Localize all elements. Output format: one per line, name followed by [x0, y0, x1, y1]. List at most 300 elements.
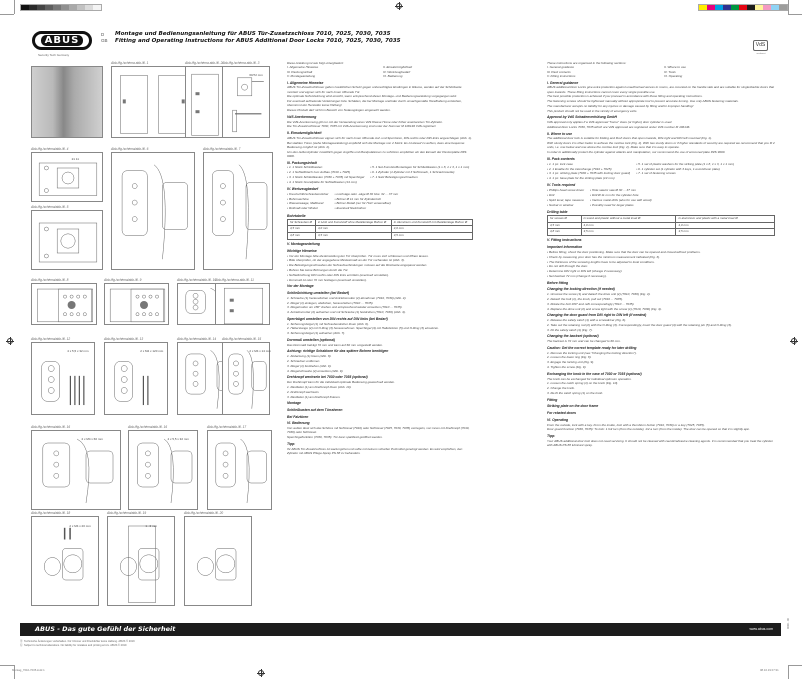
table-cell: 4,8 mm [548, 229, 582, 236]
list-item: • Wasserwaage, Maßband [287, 201, 329, 205]
section-heading: Caution: Get the correct template ready for later drilling [547, 345, 637, 350]
step-item: 2. Schrauben entfernen. [287, 359, 321, 364]
table-cell: 3,5 mm [581, 229, 676, 236]
toc-item: V. Fitting instructions [547, 73, 576, 78]
step-item: 3. Engage the locking unit (Fig. 9). [547, 360, 595, 365]
header-cell: für Schrauben Ø [288, 219, 316, 226]
list-item: • 1. 1 Stück Schloßkasten [287, 165, 364, 169]
toc-item: IV. Tools [664, 69, 676, 74]
step-item: 3. Fit the safety catch (1) (Fig. 7). [547, 327, 593, 332]
figure-caption: Abb./fig./schéma/abb./ill. 4 [31, 147, 69, 151]
crop-mark [14, 0, 15, 14]
table-cell: 4,0 mm [315, 226, 391, 233]
gray-swatch [85, 5, 93, 10]
figure-image-screws2 [104, 342, 168, 415]
step-item: 2. Take out the retaining rod (2) with the O-Ring (3). Correspondingly, insert the door guard (4) with the retaining pin (5) and O-Ring (3). [547, 322, 732, 327]
bullet-item: • Bohren Sie keine Bohrungen durch die Tür. [287, 268, 473, 272]
section-heading: IV. Tools required [547, 183, 576, 188]
step-item: 2. Change the knob. [547, 386, 575, 391]
color-swatch [779, 5, 787, 10]
figure-caption: Abb./fig./schéma/abb./ill. 16 [31, 425, 71, 429]
paragraph: The backset is 72 mm and can be changed to 60 mm. [547, 339, 621, 344]
item-list-right [370, 165, 469, 185]
crop-mark [788, 665, 789, 679]
registration-mark [396, 3, 402, 9]
step-item: 1. Schraube (1) herausdrehen und Antriebsmutter (2) abnehmen (7010, 7030) (Abb. 4). [287, 295, 407, 300]
subsection-heading: For rebated doors [547, 411, 577, 415]
step-item: 1. Release the safety catch (1) with a screwdriver (Fig. 6). [547, 318, 627, 323]
list-item: • Drill [547, 193, 584, 197]
paragraph: With sturdy doors it is often better to achieve the mortise lock (Fig. 2). With two sturdy doors or if higher standards of security are required we recommend that you fit 2 units, i.e. one below and one above the mortise lock (Fig. 2). Make sure that it is easy to operate. [547, 141, 775, 150]
list-item: • Various metal drills (also for use with wood) [590, 198, 652, 202]
table-cell: 3,5 mm [391, 232, 472, 239]
section-heading: Tipp: [547, 434, 556, 438]
figure-image-guard [222, 342, 270, 415]
vds-badge-sub: anerkannt [756, 53, 766, 55]
gray-swatch [93, 5, 101, 10]
header-cell: in Holz und Kunststoff ohne Metalleinlage Bohrer Ø [315, 219, 391, 226]
section-heading: Drehknopf wechseln bei 7030 oder 7035 (optional) [287, 375, 368, 380]
section-heading: IV. Werkzeugbedarf [287, 187, 319, 192]
gray-swatch [53, 5, 61, 10]
drill-table-title: Bohrtabelle [287, 213, 306, 218]
bullet-list [547, 250, 775, 278]
figure-caption: Abb./fig./schéma/abb./ill. 9 [104, 278, 142, 282]
figure-label: 21 11 [71, 157, 79, 161]
color-swatch [723, 5, 731, 10]
brand-name: ABUS [41, 35, 84, 46]
subsection-heading: Schließrichtung umstellen (bei Bedarf) [287, 290, 350, 295]
section-heading: Exchanging the knob in the case of 7030 or 7035 (optional) [547, 371, 642, 376]
toc-item: V. Montageanleitung [287, 73, 316, 78]
table-row [288, 232, 473, 239]
step-item: 3. Sicherungsbügel (1) aufsetzen (Abb. 7). [287, 331, 346, 336]
step-item: 3. Re-fit the catch spring (1) on the knob. [547, 390, 604, 395]
bullet-item: • The thickness of the screwing lengths have to be adjusted to local conditions. [547, 260, 775, 264]
drill-table [287, 219, 473, 240]
paragraph: Door guard function (7030, 7035): To lock: 1 full turn (from the outside), 1/2 a turn (from the inside). The door can be opened so that it is slightly ajar. [547, 427, 750, 432]
figure-image-cylinder [31, 516, 99, 606]
figure-image-cylinder2 [107, 516, 175, 606]
abus-logo [32, 31, 92, 50]
figure-image-plate [104, 283, 169, 325]
toc-left [547, 65, 658, 78]
step-item: 4. Antriebsmutter (2) aufsetzen und mit Schraube (1) festdrehen (7010, 7030) (Abb. 4). [287, 310, 406, 315]
figure-image-door [185, 66, 223, 138]
table-row [548, 229, 775, 236]
toc-item: VI. Operating [664, 73, 683, 78]
color-swatch [755, 5, 763, 10]
figure-label: 2 x M4 x 120 mm [140, 348, 164, 353]
figure-image-guard4 [128, 430, 198, 510]
item-list-left [547, 161, 630, 181]
section-heading: Achtung: richtige Schablone für das spätere Bohren benötigen [287, 349, 389, 354]
figure-image-doors [111, 66, 194, 138]
item-list-right [590, 188, 652, 208]
bullet-item: • Set backset 72 mm (change if necessary). [547, 274, 775, 278]
list-item: • Bohrer Metall (nur für Holz verwendbar) [335, 201, 399, 205]
figure-caption: Abb./fig./schéma abb./ill. 3 [222, 61, 260, 65]
figure-caption: Abb./fig./schéma/abb./ill. 6 [111, 147, 149, 151]
crop-mark [0, 665, 14, 666]
item-columns [287, 165, 473, 185]
paragraph: VdS approval only applies if a VdS approved "home" class (or higher) door cylinder is used. [547, 120, 673, 125]
bullet-item: • Vor der Montage bitte die Einstellung der Tür überprüfen. Tür muss sich schliessen und öffnen lassen. [287, 254, 473, 258]
section-heading: III. Packungsinhalt [287, 160, 317, 165]
paragraph: Additional Door Locks 7030, 7035 which are VdS approved are registered under VdS number M 106146. [547, 124, 691, 129]
paragraph: Die optimale Schutzwirkung wird erreicht, wenn entsprechend dieser Montage- und Bedienungsanleitung vorgegangen wird. [287, 94, 457, 99]
table-cell: 3,5 mm [315, 232, 391, 239]
table-of-contents [287, 65, 473, 78]
figure-image-exploded [111, 152, 195, 270]
color-swatch [699, 5, 707, 10]
step-item: 4. Tighten the screw (Fig. 9). [547, 365, 587, 369]
figure-caption: Abb./fig./schéma/abb./ill. 18 [31, 511, 71, 515]
list-item: • 7. 1 set of fastening screws [636, 171, 734, 175]
footer-url[interactable]: www.abus.com [749, 627, 773, 631]
flag-gb: GB [101, 37, 108, 43]
section-heading: Before fitting [547, 280, 569, 285]
table-row [288, 226, 473, 233]
footer-slogan: ABUS - Das gute Gefühl der Sicherheit [35, 625, 176, 633]
gray-swatch [61, 5, 69, 10]
list-item: • Possibly need for larger plates [590, 203, 652, 207]
section-heading: V. Montageanleitung [287, 242, 320, 247]
table-cell: 4,0 mm [391, 226, 472, 233]
item-list-left [287, 165, 364, 185]
figure-caption: Abb./fig./schéma/abb./ill. 7 [203, 147, 241, 151]
list-item: • 5. 1 set of plastic washers for the striking plate (1 x 8, 1 x 3, 1 x 1 mm) [636, 162, 734, 166]
color-swatch [731, 5, 739, 10]
table-cell: 4,5 mm [548, 222, 582, 229]
list-item: • 4. 1 pc. base plate for the striking plate (14 mm) [547, 176, 630, 180]
subsection-heading: Changing the locking direction (if needed) [547, 287, 615, 292]
section-heading: Sperrbügel umstellen von DIN rechts auf DIN links (bei Bedarf) [287, 316, 388, 321]
list-item: • 3. 1 Stück Schließkasten (7030 + 7035) mit Sperrbügel [287, 175, 364, 179]
figure-label: 2 x M4 x 20 mm [69, 524, 91, 529]
paragraph: The fastening screws should be tightened manually without appropriate tool to prevent accurate turning. Use only ABUS fastening materials. [547, 99, 739, 104]
table-of-contents [547, 65, 775, 78]
step-list [287, 385, 473, 399]
paragraph: Bei stabilen Türen (siehe Montageanleitung) empfiehlt sich die Montage von 2 Stück. Es ist darauf zu achten, dass eine bequeme Bedienung möglich ist (Abb. 2). [287, 140, 465, 149]
paragraph: Dieses Produkt darf nicht im Bereich von Notausgängen eingesetzt werden. [287, 108, 391, 113]
title-german: Montage und Bedienungsanleitung für ABUS Tür-Zusatzschloss 7010, 7025, 7030, 7035 [115, 31, 391, 37]
figure-caption: Abb./fig./schéma/abb./ill. 10 [177, 278, 217, 282]
section-heading: II. Where to use [547, 131, 573, 136]
footer-bar [20, 623, 781, 636]
section-heading: Changing the backset (optional) [547, 334, 599, 339]
figure-image-plate [31, 283, 97, 325]
figure-caption: Abb./fig./schéma/abb./ill. 12 [31, 337, 71, 341]
toc-left [287, 65, 377, 78]
step-list [287, 322, 473, 336]
toc-item: II. Einsatzmöglichkeit [383, 65, 413, 70]
subsection-heading: Wichtige Hinweise [287, 248, 317, 253]
bullet-item: • Bitte überprüfen, ob der angegebene Mindestmaß an der Tür vorhanden ist (Abb. 3). [287, 258, 473, 262]
paragraph: Your ABUS additional door lock does not need servicing. It should not be cleaned with caustic/abrasive cleaning agents. It is recommended that you treat the cylinder with ABUS PS 88 lubricant spray. [547, 438, 773, 447]
figure-caption: Abb./fig./schéma/abb./ill. 5 [31, 205, 69, 209]
section-heading: I. General guidance [547, 80, 579, 85]
list-item: • 5. 1 Set Kunststoffunterlagen für Schließkasten (1 x 8, 1 x 3, 1 x 1 mm) [370, 165, 469, 169]
toc-item: VI. Bedienung [383, 73, 403, 78]
bullet-item: • Check by measuring your door has the minimum measurement indicated (Fig. 3). [547, 255, 775, 259]
drill-table-header [288, 219, 473, 226]
paragraph: The best possible protection is achieved if you proceed in accordance with these fitting and operating instructions. [547, 94, 703, 99]
section-heading: II. Einsatzmöglichkeit [287, 131, 322, 136]
vds-badge: VdS [753, 40, 768, 51]
paragraph: Das Dornmaß beträgt 72 mm und kann auf 60 mm umgestellt werden. [287, 342, 383, 347]
item-columns [547, 188, 775, 208]
toc-item: I. Allgemeine Hinweise [287, 65, 319, 70]
footnote-german: Ⓓ Technische Änderungen vorbehalten. Für Irrtümer und Druckfehler keine Haftung. ABUS © 2019 [20, 640, 135, 643]
step-item: 2. Drehknopf wechseln. [287, 389, 320, 394]
paragraph: Die Tür-Zusatzschlösser 7030, 7035 mit VdS-Anerkennung sind unter der Nummer M 106146 VdS registriert. [287, 124, 437, 129]
table-cell: 4,5 mm [288, 226, 316, 233]
bullet-item: • Dornmaß ist oder 72 mm festlegen (eventuell umstellen). [287, 278, 473, 282]
color-swatch [715, 5, 723, 10]
header-cell: for screws Ø [548, 216, 582, 223]
list-item: • Spirit level, tape measure [547, 198, 584, 202]
item-list-right [636, 161, 734, 181]
list-item: • Bohrmaschine [287, 197, 329, 201]
intro-text: Diese Anleitung ist wie folgt untergliedert: [287, 60, 344, 65]
paragraph: In order to additionally protect the cylinder against attacks and manipulation, our recommend the use of armoured plate PZS 9000. [547, 150, 726, 155]
figure-caption: Abb./fig./schéma/abb./ill. 17 [207, 425, 247, 429]
paragraph: ABUS additional Door Locks give extra protection against unauthorised access to rooms, are mounted on the handle side and are suitable for single/double doors that open inwards. These fitting instructions cannot cover every single possible use. [547, 85, 775, 94]
print-slug-date: 08.10.19 07:31 [760, 668, 779, 672]
section-heading: III. Pack contents [547, 156, 575, 161]
step-list [287, 296, 473, 315]
subsection-heading: Striking plate on the door frame [547, 404, 599, 409]
subsection-heading: Schließkasten auf dem Türrahmen [287, 407, 343, 412]
bullet-list [287, 254, 473, 282]
drill-table-header [548, 216, 775, 223]
paragraph: The knob can be exchanged for individual optimum operation. [547, 376, 632, 381]
paragraph: ABUS Tür-Zusatzschlösser gelten zusätzlichen Schutz gegen unberechtigtes Eindringen in Räume, werden auf der Schloßseite montiert und eignen sich für nach innen öffnende Tür. [287, 85, 462, 94]
step-item: 1. Sicherungsbügel (1) mit Schraubendreher lösen (Abb. 6). [287, 321, 369, 326]
figure-image-exploded2 [203, 152, 273, 270]
subsection-heading: Important information [547, 245, 583, 250]
step-list [547, 292, 775, 311]
paragraph: ABUS Tür-Zusatzschlösser eignen sich für nach innen öffnende Auf- und Sperrtüren, DIN-rechts oder DIN-links angeschlagen (Abb. 1). [287, 135, 472, 140]
list-item: • 2. 1 Enable for the interchange (7010 + 7025) [547, 167, 630, 171]
list-item: • Phillips head screw driver [547, 188, 584, 192]
section-heading: Changing the door guard from DIN right to DIN left (if needed) [547, 313, 647, 318]
list-item: • Lochsäge oder -säge Ø 30 bzw. 32 ... 37 mm [335, 192, 399, 196]
toc-item: I. General guidance [547, 65, 575, 70]
toc-item: IV. Werkzeugbedarf [383, 69, 411, 74]
figure-caption: Abb./fig./schéma abb./ill. 11 [215, 278, 254, 282]
step-item: 3. Rastfeder (1) am Drehknopf fixieren. [287, 394, 341, 399]
list-item: • 2. 1 Schließblech zum Aufbau (7010 + 7025) [287, 170, 364, 174]
figure-caption: Abb./fig./schéma/abb./ill. 15 [222, 337, 262, 341]
section-heading: Fitting [547, 397, 558, 402]
table-cell: 4,0 mm [581, 222, 676, 229]
table-cell: 4,8 mm [288, 232, 316, 239]
figure-caption: Abb./fig./schéma/abb./ill. 8 [31, 278, 69, 282]
list-item: • 6. 1 cylinder set (1 cylinder with 3 keys, 1 escutcheon plate) [636, 167, 734, 171]
paragraph: Von außen lässt sich das Schloss mit Schlüssel (7010) oder Schlüssel (7025, 7030, 7035) verriegeln, von innen mit Drehknopf (7010, 7030) oder Schlüssel. [287, 426, 470, 435]
list-item: • Rollmaß oder Winkel [287, 206, 329, 210]
gray-swatch [29, 5, 37, 10]
step-item: 2. Loosen the lower ring (Fig. 8). [547, 355, 592, 360]
figure-image-handle [222, 66, 270, 138]
list-item: • 7. 1 Satz Befestigungsschrauben [370, 175, 469, 179]
section-heading: Approval by VdS Schadenverhütung GmbH [547, 115, 617, 120]
figure-caption: Abb./fig./schéma abb./ill. 2 [185, 61, 223, 65]
step-item: 1. Rastfeder (1) am Drehknopf lösen (Abb. 10). [287, 384, 352, 389]
paragraph: Um den Außenzylinder zusätzlich gegen Angriffe und Manipulationen zu schützen empfehlen wir den Einsatz der Panzerplatte PZS 9000. [287, 149, 467, 158]
figure-caption: Abb./fig./schéma/abb./ill. 14 [177, 337, 217, 341]
header-cell: in aluminium and plastic with a metal inset Ø [676, 216, 775, 223]
step-item: 3. Riegelmutter um 180° drehen und entsprechend wieder einsetzen (7010 ... 7035). [287, 305, 403, 310]
gray-swatch [21, 5, 29, 10]
section-heading: I. Allgemeine Hinweise [287, 80, 324, 85]
list-item: • Eventuell Steinbohrer [335, 206, 399, 210]
figure-image-screws [31, 342, 95, 415]
paragraph: The manufacturer accepts no liability for any injuries or damage caused by fitting and/or improper handling! [547, 103, 694, 108]
paragraph: Sperrbügelfunktion (7030, 7035): Tür kann spaltbreit geöffnet werden. [287, 435, 383, 440]
toc-right [383, 65, 473, 78]
step-item: 1. Abdeckung (1) lösen (Abb. 8). [287, 354, 332, 359]
step-item: 2. Riegel (1) einlegen, abdrehen, herausziehen (7010 ... 7035). [287, 300, 374, 305]
color-swatch [771, 5, 779, 10]
registration-mark [791, 338, 797, 344]
color-calibration-strip [698, 4, 788, 11]
figure-image-lock [31, 152, 103, 202]
paragraph: Die VdS-Anerkennung gilt nur mit der Verwendung eines VdS Klasse Home oder höher anerkannten Tür-Zylinder. [287, 119, 443, 124]
figure-label: 2 x M4 x 14 mm [249, 348, 271, 353]
step-item: 3. Riegel (1) festziehen (Abb. 9). [287, 363, 332, 368]
figure-caption: Abb./fig./schéma/abb./ill. 16 [128, 425, 168, 429]
table-row [548, 222, 775, 229]
list-item: • 4. 1 Stück Grundplatte für Schließkasten (14 mm) [287, 180, 364, 184]
footnotes [20, 640, 135, 647]
section-heading: VI. Bedienung [287, 421, 310, 426]
english-instructions [547, 60, 775, 615]
crop-mark [788, 0, 789, 14]
gray-swatch [37, 5, 45, 10]
drill-table [547, 215, 775, 236]
item-list-left [547, 188, 584, 208]
figure-label: 4 x 5,5 x 32 mm [67, 348, 89, 353]
item-list-left [287, 191, 329, 211]
figure-image-guard3 [31, 430, 121, 510]
figure-image-cylinder3 [184, 516, 252, 606]
footnote-english: Ⓖ Subject to technical alterations. No liability for mistakes and printing errors. ABUS © 2019 [20, 643, 127, 647]
section-heading: VI. Operating [547, 417, 569, 422]
bullet-item: • Do not drill through the door. [547, 264, 775, 268]
list-item: • 1. 1 pc. lock case [547, 162, 630, 166]
header-cell: in wood and plastic without a metal inset Ø [581, 216, 676, 223]
step-list [547, 381, 775, 395]
title-english: Fitting and Operating Instructions for ABUS Additional Door Locks 7010, 7025, 7030, 7035 [115, 37, 401, 44]
step-item: 2. Detach the bolt (1), the knob, pull out (7010 ... 7035). [547, 296, 624, 301]
step-item: 4. Riegelschraube (2) einsetzen (Abb. 9). [287, 368, 344, 373]
item-columns [287, 191, 473, 211]
figure-label: 60/72 mm [249, 72, 263, 77]
gray-swatch [45, 5, 53, 10]
figure-image-guard5 [207, 430, 272, 510]
flag-de: D [101, 32, 105, 37]
section-heading: Vor der Montage [287, 284, 314, 289]
registration-mark [7, 338, 13, 344]
registration-mark [258, 670, 264, 676]
step-item: 4. Replace the drive unit (2) and screw tight with the screw (1) (7010, 7030) (Fig. 4). [547, 306, 662, 311]
brand-tagline: Security Tech Germany [38, 53, 70, 57]
german-instructions [287, 60, 473, 615]
bullet-item: • Schließrichtung DIN rechts oder DIN links ermitteln (eventuell umstellen). [287, 273, 473, 277]
paragraph: Ihr ABUS Tür-Zusatzschloss ist wartungsfrei und sollte mit keinem scharfen Putzmittel gereinigt werden. Es wird empfohlen, den Zylinder mit ABUS Pflege-Spray PS 88 zu behandeln. [287, 446, 463, 455]
subsection-heading: Bei Falztüren [287, 414, 309, 419]
item-list-right [335, 191, 399, 211]
step-item: 1. Loosen the catch spring (1) on the knob (Fig. 10). [547, 381, 619, 386]
figure-image-lock [31, 210, 103, 270]
toc-item: II. Where to use [664, 65, 686, 70]
document-title [115, 31, 401, 44]
figure-image-photo [31, 66, 103, 138]
paragraph: The additional door lock is suitable for folding and flush doors that open inwards, DIN-right and DIN left mounted (Fig. 1). [547, 136, 712, 141]
grayscale-calibration-strip [20, 4, 102, 11]
paragraph: This product should not be used in the vicinity of emergency exits. [547, 108, 638, 113]
side-code: 0000 - 00 [787, 618, 790, 629]
color-swatch [763, 5, 771, 10]
paragraph: Der Drehknopf kann für die individuell optimale Bedienung gewechselt werden. [287, 380, 396, 385]
section-heading: VdS Anerkennung [287, 114, 317, 119]
table-cell: 3,5 mm [676, 229, 775, 236]
bullet-item: • Die Befestigungsschrauben der Schraubverbindungen müssen auf die Rückseite eingepasst werden. [287, 263, 473, 267]
intro-text: These instructions are organised in the following sections: [547, 60, 627, 65]
toc-right [664, 65, 775, 78]
list-item: • Socket or window [547, 203, 584, 207]
list-item: • Hole saw/or saw Ø 30 ... 37 mm [590, 188, 652, 192]
figure-caption: Abb./fig./schéma/abb./ill. 19 [107, 511, 147, 515]
figure-caption: Abb./fig./schéma/abb./ill. 20 [184, 511, 224, 515]
bullet-item: • Determine DIN right or DIN left (change if necessary). [547, 269, 775, 273]
item-columns [547, 161, 775, 181]
table-cell: 4,0 mm [676, 222, 775, 229]
color-swatch [747, 5, 755, 10]
crop-mark [788, 14, 802, 15]
step-list [547, 351, 775, 370]
gray-swatch [77, 5, 85, 10]
gray-swatch [69, 5, 77, 10]
flag-de-icon: Ⓓ [20, 640, 25, 643]
color-swatch [739, 5, 747, 10]
figure-caption: Abb./fig./schéma/abb./ill. 13 [104, 337, 144, 341]
figure-label: 4 x 5,5 x 32 mm [167, 437, 189, 442]
list-item: • Kreuzschlitzschraubenzieher [287, 192, 329, 196]
print-slug-file: Montag_7010-7035.indd 1 [12, 668, 45, 672]
step-list [547, 318, 775, 332]
bullet-item: • Before fitting, check the door positioning. Make sure that the door can be opened and closed without problems. [547, 250, 775, 254]
paragraph: From the outside, lock with a key. From the inside, lock with a thumbturn button (7010, 7030) or a key (7025, 7035). [547, 422, 705, 427]
paragraph: Für eventuell auftretende Verletzungen bzw. Schäden, die bei Montage und/oder durch unsachgemäße Handhabung entstehen, übernimmt der Hersteller keine Haftung! [287, 99, 462, 108]
toc-item: III. Packungsinhalt [287, 69, 313, 74]
language-flags [101, 32, 108, 43]
list-item: • 3. 1 pc. striking plate (7030 + 7035 with locking door guard) [547, 171, 630, 175]
figure-label: 1...3 mm [145, 524, 158, 529]
step-item: 3. Rotate the bolt 180° and refit correspondingly (7010 ... 7035). [547, 301, 635, 306]
figure-image-door [215, 283, 270, 325]
step-item: 1. Remove the locking unit (see "Changing the locking direction"). [547, 350, 637, 355]
list-item: • Drill Ø 11 mm for the cylinder hole [590, 193, 652, 197]
color-swatch [707, 5, 715, 10]
flag-gb-icon: Ⓖ [20, 643, 25, 647]
toc-item: III. Pack contents [547, 69, 571, 74]
step-list [287, 354, 473, 373]
section-heading: V. Fitting instructions [547, 238, 582, 243]
